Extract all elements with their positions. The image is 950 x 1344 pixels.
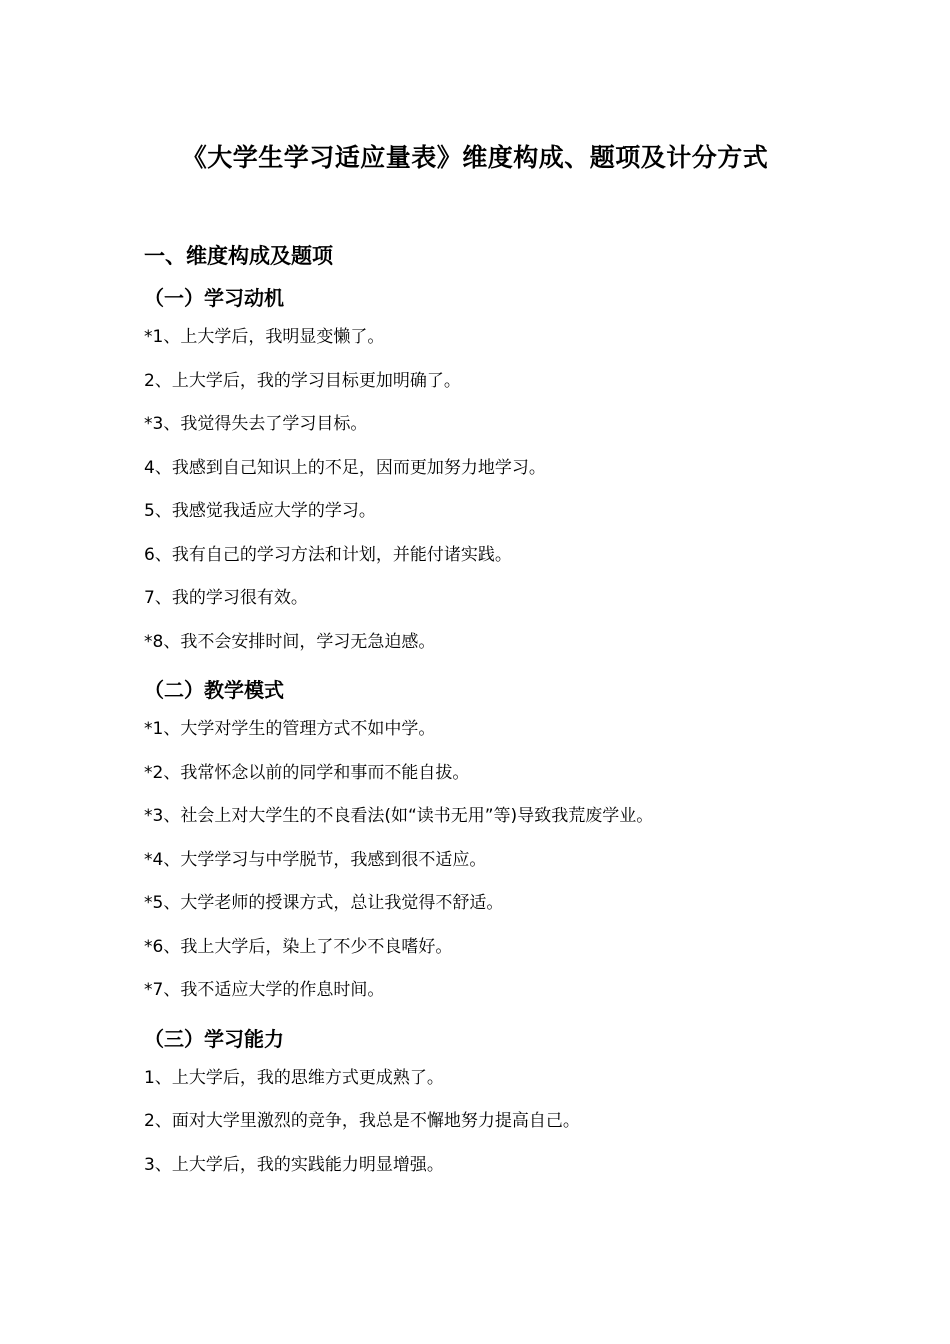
list-item: *3、我觉得失去了学习目标。 [144, 414, 368, 434]
group-teaching-mode [144, 673, 864, 1002]
list-item: 6、我有自己的学习方法和计划，并能付诸实践。 [144, 544, 512, 565]
document-title: 《大学生学习适应量表》维度构成、题项及计分方式 [181, 143, 769, 172]
list-item: 7、我的学习很有效。 [144, 588, 308, 608]
list-item: 4、我感到自己知识上的不足，因而更加努力地学习。 [144, 457, 546, 478]
sub-heading-teaching-mode: （二）教学模式 [144, 678, 284, 702]
list-item: 3、上大学后，我的实践能力明显增强。 [144, 1154, 444, 1175]
sub-heading-learning-motivation: （一）学习动机 [144, 286, 284, 310]
document-body [144, 239, 864, 1196]
list-item: *6、我上大学后，染上了不少不良嗜好。 [144, 936, 453, 957]
list-item: 1、上大学后，我的思维方式更成熟了。 [144, 1067, 444, 1088]
group-learning-ability [144, 1022, 864, 1177]
list-item: 5、我感觉我适应大学的学习。 [144, 501, 376, 521]
list-item: *1、上大学后，我明显变懒了。 [144, 327, 385, 347]
list-item: *1、大学对学生的管理方式不如中学。 [144, 719, 436, 739]
list-item: *7、我不适应大学的作息时间。 [144, 980, 385, 1000]
list-item: *4、大学学习与中学脱节，我感到很不适应。 [144, 849, 487, 870]
list-item: *8、我不会安排时间，学习无急迫感。 [144, 631, 436, 652]
sub-heading-learning-ability: （三）学习能力 [144, 1026, 284, 1051]
group-learning-motivation [144, 281, 864, 654]
list-item: *2、我常怀念以前的同学和事而不能自拔。 [144, 762, 470, 783]
section-heading-dimensions: 一、维度构成及题项 [144, 244, 333, 268]
list-item: *5、大学老师的授课方式，总让我觉得不舒适。 [144, 893, 504, 913]
list-item: *3、社会上对大学生的不良看法(如“读书无用”等)导致我荒废学业。 [144, 806, 654, 826]
list-item: 2、面对大学里激烈的竞争，我总是不懈地努力提高自己。 [144, 1111, 580, 1131]
list-item: 2、上大学后，我的学习目标更加明确了。 [144, 370, 461, 391]
